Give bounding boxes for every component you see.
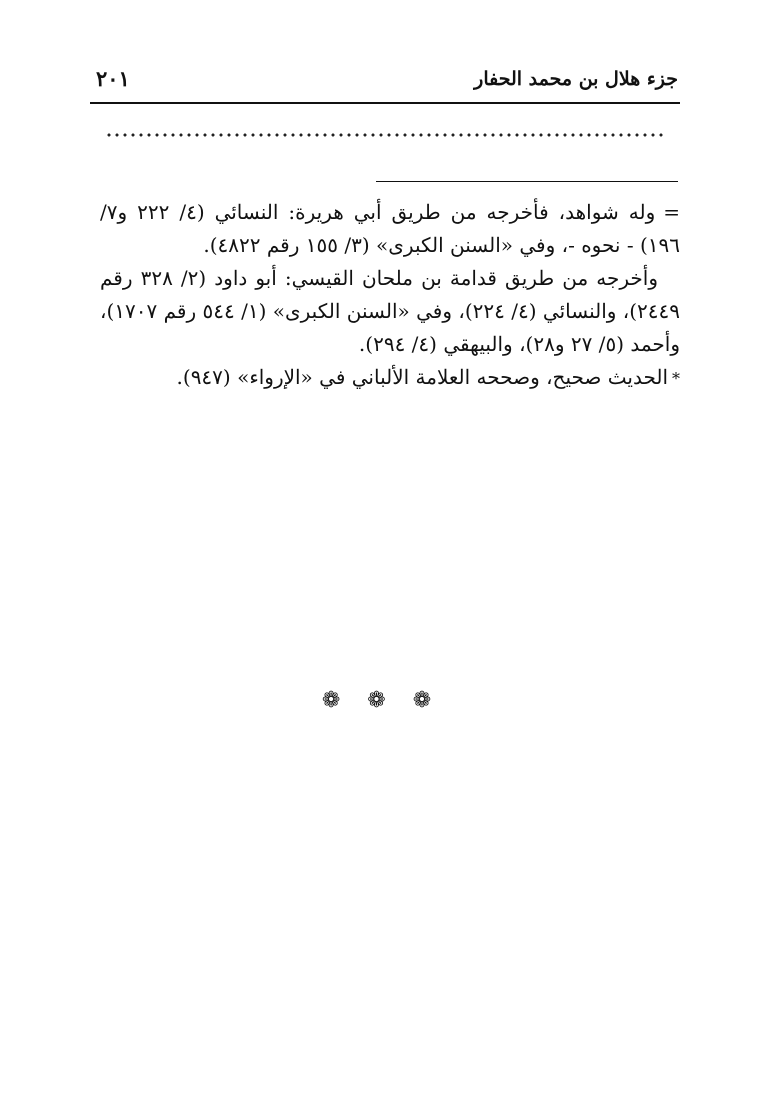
asterisk-marker: * bbox=[672, 369, 680, 388]
footnote-rule bbox=[376, 181, 678, 182]
footnotes bbox=[100, 196, 680, 395]
ornament-separator bbox=[300, 688, 463, 718]
flower-ornament-icon: ❁ bbox=[412, 688, 442, 713]
dotted-line-divider bbox=[105, 128, 665, 142]
page-number: ٢٠١ bbox=[96, 66, 130, 91]
flower-ornament-icon: ❁ bbox=[321, 688, 351, 713]
footnote-paragraph bbox=[100, 262, 680, 361]
footnote-text: الحديث صحيح، وصححه العلامة الألباني في «الإرواء» (٩٤٧). bbox=[176, 365, 668, 389]
footnote-text: وله شواهد، فأخرجه من طريق أبي هريرة: النسائي (٤/ ٢٢٢ و٧/ ١٩٦) - نحوه -، وفي «السنن الكبرى» (٣/ ١٥٥ رقم ٤٨٢٢). bbox=[100, 200, 680, 257]
continuation-marker: = bbox=[663, 200, 680, 224]
footnote-paragraph bbox=[100, 196, 680, 262]
footnote-paragraph bbox=[100, 361, 680, 395]
flower-ornament-icon: ❁ bbox=[367, 688, 396, 713]
header-title: جزء هلال بن محمد الحفار bbox=[474, 68, 678, 90]
footnote-text: وأخرجه من طريق قدامة بن ملحان القيسي: أبو داود (٢/ ٣٢٨ رقم ٢٤٤٩)، والنسائي (٤/ ٢٢٤)، وفي «السنن الكبرى» (١/ ٥٤٤ رقم ١٧٠٧)، وأحمد (٥/ ٢٧ و٢٨)، والبيهقي (٤/ ٢٩٤). bbox=[100, 266, 681, 356]
running-header bbox=[90, 62, 680, 104]
